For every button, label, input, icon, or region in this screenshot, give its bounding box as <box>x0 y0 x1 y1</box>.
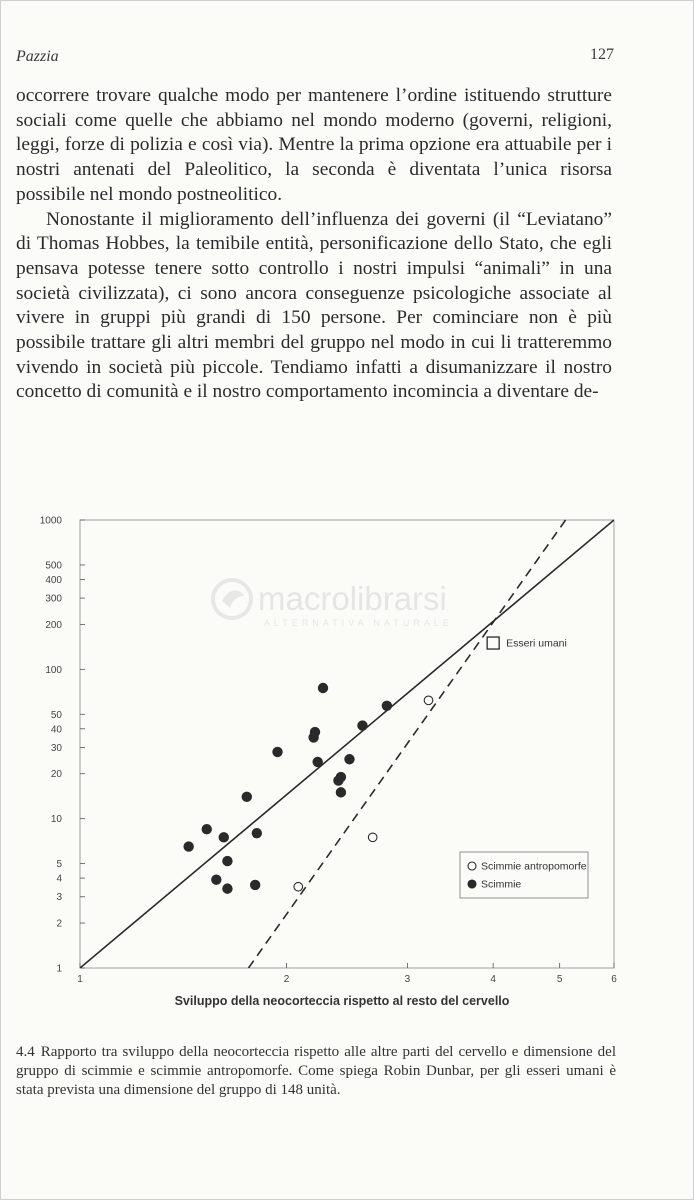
x-tick-label: 6 <box>611 974 617 985</box>
filled-circle-point <box>222 856 232 866</box>
human-square-marker <box>487 637 499 649</box>
filled-circle-point <box>202 824 212 834</box>
y-tick-label: 2 <box>56 918 62 930</box>
filled-circle-point <box>211 875 221 885</box>
y-tick-label: 5 <box>56 859 62 871</box>
filled-circle-point <box>250 880 260 890</box>
filled-circle-point <box>222 883 232 893</box>
human-label: Esseri umani <box>506 637 567 650</box>
x-tick-label: 4 <box>490 974 496 985</box>
filled-circle-point <box>312 757 322 767</box>
filled-circle-point <box>336 787 346 797</box>
watermark-leaf-icon <box>222 591 244 608</box>
legend-box <box>460 852 588 898</box>
x-axis-title: Sviluppo della neocorteccia rispetto al resto del cervello <box>174 994 510 1008</box>
filled-circle-point <box>310 727 320 737</box>
y-tick-label: 200 <box>45 619 62 631</box>
filled-circle-point <box>318 683 328 693</box>
figure-caption <box>16 1043 616 1100</box>
running-head: Pazzia <box>16 48 59 65</box>
filled-circle-point <box>252 828 262 838</box>
legend-open-circle-icon <box>468 862 476 870</box>
watermark-tagline: ALTERNATIVA NATURALE <box>264 618 453 628</box>
filled-circle-point <box>344 754 354 764</box>
y-tick-label: 300 <box>45 593 62 605</box>
x-tick-label: 2 <box>283 974 290 985</box>
watermark-brand: macrolibrarsi <box>258 580 447 617</box>
y-tick-label: 500 <box>45 560 62 572</box>
body-text <box>16 84 612 405</box>
open-circle-point <box>424 696 433 705</box>
y-tick-label: 100 <box>45 664 62 676</box>
y-tick-label: 1000 <box>39 515 62 527</box>
y-tick-label: 30 <box>50 742 62 754</box>
filled-circle-point <box>183 841 193 851</box>
filled-circle-point <box>219 832 229 842</box>
open-circle-point <box>294 882 303 891</box>
y-tick-label: 20 <box>50 769 62 781</box>
paragraph-2: Nonostante il miglioramento dell’influenza dei governi (il “Leviatano” di Thomas Hobbes, la temibile entità, personificazione dello Stato, che egli pensava potesse tenere sotto controllo i nostri impulsi “animali” in una società civilizzata), ci sono ancora conseguenze psicologiche associate al vivere in gruppi più grandi di 150 persone. Per cominciare non è più possibile trattare gli altri membri del gruppo nel modo in cui li tratteremmo vivendo in società più piccole. Tendiamo infatti a disumanizzare il nostro concetto di comunità e il nostro comportamento incomincia a diventare de- <box>16 208 612 403</box>
x-tick-label: 3 <box>404 974 411 985</box>
figure-chart <box>0 500 694 1030</box>
y-tick-label: 4 <box>56 873 62 885</box>
legend-filled-circle-icon <box>468 880 476 888</box>
figure-number: 4.4 <box>16 1044 35 1060</box>
filled-circle-point <box>357 720 367 730</box>
open-circle-point <box>368 833 377 842</box>
filled-circle-point <box>272 747 282 757</box>
y-tick-label: 400 <box>45 574 62 586</box>
caption-text: Rapporto tra sviluppo della neocorteccia rispetto alle altre parti del cervello e dimensione del gruppo di scimmie e scimmie antropomorfe. Come spiega Robin Dunbar, per gli esseri umani è stata prevista una dimensione del gruppo di 148 unità. <box>16 1044 616 1098</box>
y-tick-label: 50 <box>50 709 62 721</box>
x-tick-label: 1 <box>77 974 83 985</box>
y-tick-label: 1 <box>56 963 62 975</box>
paragraph-1: occorrere trovare qualche modo per mantenere l’ordine istituendo strutture sociali come quelle che abbiamo nel mondo moderno (governi, religioni, leggi, forze di polizia e così via). Mentre la prima opzione era attuabile per i nostri antenati del Paleolitico, la seconda è diventata l’unica risorsa possibile nel mondo postneolitico. <box>16 85 612 205</box>
y-tick-label: 10 <box>50 814 62 826</box>
y-tick-label: 3 <box>56 892 62 904</box>
x-tick-label: 5 <box>556 974 563 985</box>
filled-circle-point <box>382 701 392 711</box>
page-number: 127 <box>590 46 614 63</box>
filled-circle-point <box>242 792 252 802</box>
filled-circle-point <box>336 772 346 782</box>
watermark <box>213 580 453 628</box>
y-tick-label: 40 <box>50 724 62 736</box>
legend-label: Scimmie antropomorfe <box>481 860 587 873</box>
legend-label: Scimmie <box>481 878 522 891</box>
